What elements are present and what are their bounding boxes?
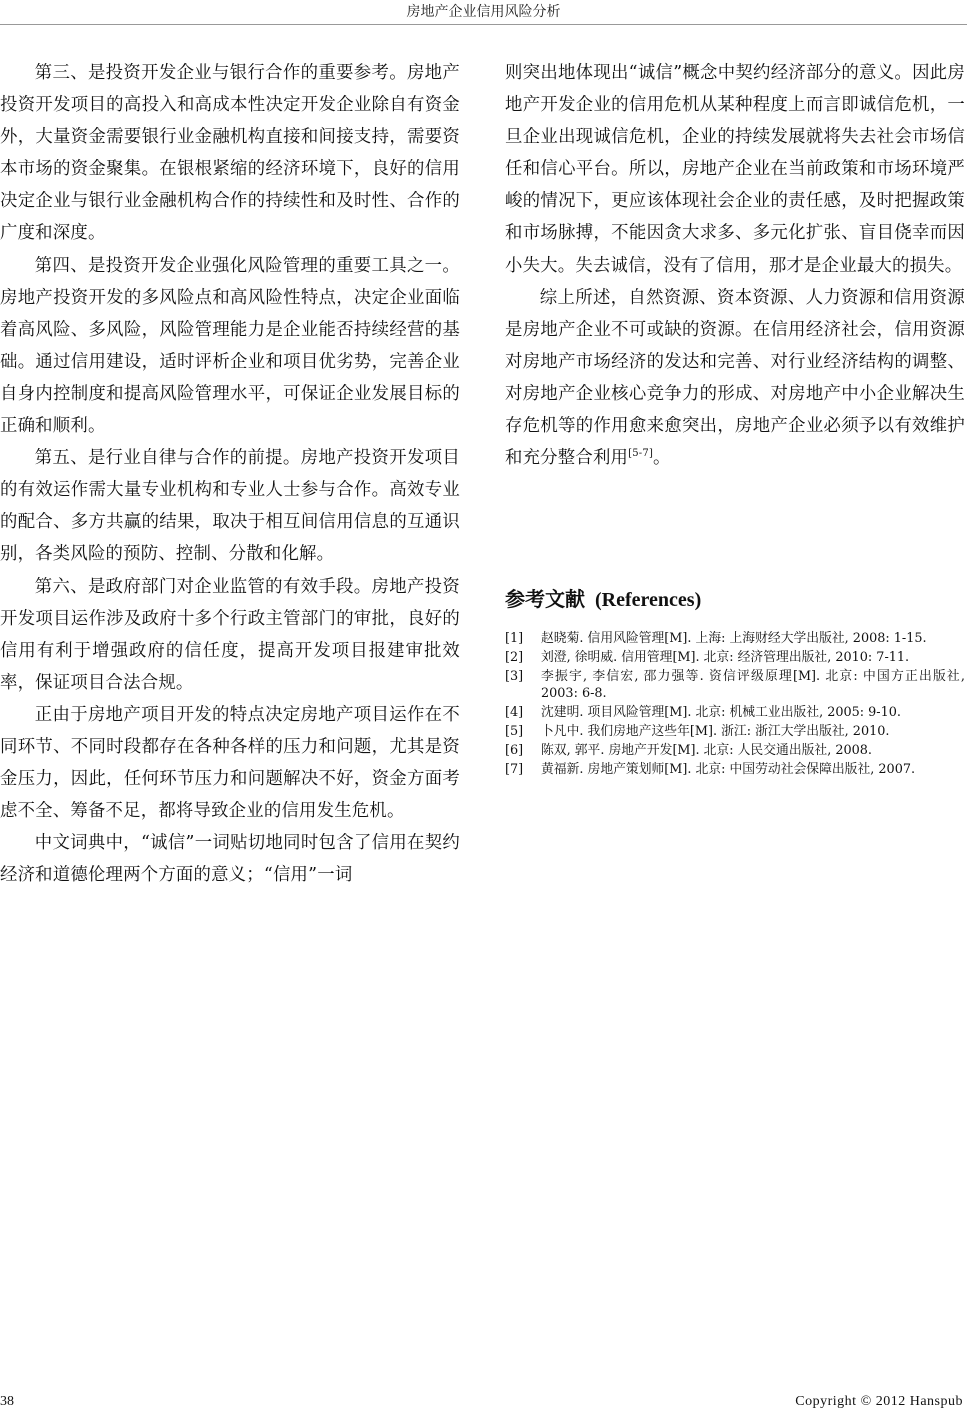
references-heading-en: (References) [595, 589, 702, 611]
running-header: 房地产企业信用风险分析 [406, 4, 561, 20]
reference-item [505, 630, 965, 647]
paragraph-summary [505, 282, 965, 475]
reference-text: 李振宇, 李信宏, 邵力强等. 资信评级原理[M]. 北京: 中国方正出版社, 2003: 6-8. [541, 669, 965, 701]
reference-text: 黄福新. 房地产策划师[M]. 北京: 中国劳动社会保障出版社, 2007. [541, 762, 916, 777]
reference-text: 赵晓菊. 信用风险管理[M]. 上海: 上海财经大学出版社, 2008: 1-15. [541, 631, 927, 646]
right-column [505, 57, 965, 474]
reference-text: 陈双, 郭平. 房地产开发[M]. 北京: 人民交通出版社, 2008. [541, 743, 872, 758]
paragraph-continuation: 则突出地体现出“诚信”概念中契约经济部分的意义。因此房地产开发企业的信用危机从某种程度上而言即诚信危机，一旦企业出现诚信危机，企业的持续发展就将失去社会市场信任和信心平台。所以，房地产企业在当前政策和市场环境严峻的情况下，更应该体现社会企业的责任感，及时把握政策和市场脉搏，不能因贪大求多、多元化扩张、盲目侥幸而因小失大。失去诚信，没有了信用，那才是企业最大的损失。 [505, 63, 965, 276]
paragraph-fifth-point: 第五、是行业自律与合作的前提。房地产投资开发项目的有效运作需大量专业机构和专业人士参与合作。高效专业的配合、多方共赢的结果，取决于相互间信用信息的互通识别，各类风险的预防、控制、分散和化解。 [0, 448, 460, 565]
paragraph-third-point: 第三、是投资开发企业与银行合作的重要参考。房地产投资开发项目的高投入和高成本性决定开发企业除自有资金外，大量资金需要银行业金融机构直接和间接支持，需要资本市场的资金聚集。在银根紧缩的经济环境下，良好的信用决定企业与银行业金融机构合作的持续性和及时性、合作的广度和深度。 [0, 63, 460, 244]
references-heading-cn: 参考文献 [505, 587, 585, 611]
summary-text: 综上所述，自然资源、资本资源、人力资源和信用资源是房地产企业不可或缺的资源。在信用经济社会，信用资源对房地产市场经济的发达和完善、对行业经济结构的调整、对房地产企业核心竞争力的形成、对房地产中小企业解决生存危机等的作用愈来愈突出，房地产企业必须予以有效维护和充分整合利用 [505, 287, 965, 469]
reference-number: [1] [505, 631, 524, 646]
reference-item [505, 668, 965, 702]
reference-number: [3] [505, 669, 524, 684]
header-divider [0, 24, 967, 25]
reference-item [505, 723, 965, 740]
citation-link[interactable]: [5-7] [628, 448, 654, 460]
references-heading [505, 585, 701, 614]
paragraph-pressure: 正由于房地产项目开发的特点决定房地产项目运作在不同环节、不同时段都存在各种各样的压力和问题，尤其是资金压力，因此，任何环节压力和问题解决不好，资金方面考虑不全、筹备不足，都将导致企业的信用发生危机。 [0, 704, 460, 822]
paragraph-fourth-point: 第四、是投资开发企业强化风险管理的重要工具之一。房地产投资开发的多风险点和高风险性特点，决定企业面临着高风险、多风险，风险管理能力是企业能否持续经营的基础。通过信用建设，适时评析企业和项目优劣势，完善企业自身内控制度和提高风险管理水平，可保证企业发展目标的正确和顺利。 [0, 255, 460, 437]
paragraph-dictionary: 中文词典中，“诚信”一词贴切地同时包含了信用在契约经济和道德伦理两个方面的意义；“信用”一词 [0, 833, 460, 886]
page-number: 38 [0, 1394, 14, 1409]
paragraph-sixth-point: 第六、是政府部门对企业监管的有效手段。房地产投资开发项目运作涉及政府十多个行政主管部门的审批，良好的信用有利于增强政府的信任度，提高开发项目报建审批效率，保证项目合法合规。 [0, 576, 460, 693]
copyright-notice: Copyright © 2012 Hanspub [795, 1394, 963, 1409]
reference-list [505, 630, 965, 780]
reference-item [505, 742, 965, 759]
reference-number: [6] [505, 743, 524, 758]
reference-item [505, 704, 965, 721]
reference-item [505, 761, 965, 778]
reference-number: [5] [505, 724, 524, 739]
reference-number: [7] [505, 762, 524, 777]
reference-text: 刘澄, 徐明威. 信用管理[M]. 北京: 经济管理出版社, 2010: 7-11. [541, 650, 910, 665]
reference-text: 沈建明. 项目风险管理[M]. 北京: 机械工业出版社, 2005: 9-10. [541, 705, 901, 720]
reference-text: 卜凡中. 我们房地产这些年[M]. 浙江: 浙江大学出版社, 2010. [541, 724, 890, 739]
reference-number: [4] [505, 705, 524, 720]
reference-item [505, 649, 965, 666]
reference-number: [2] [505, 650, 524, 665]
summary-end: 。 [653, 448, 671, 469]
left-column [0, 57, 460, 891]
